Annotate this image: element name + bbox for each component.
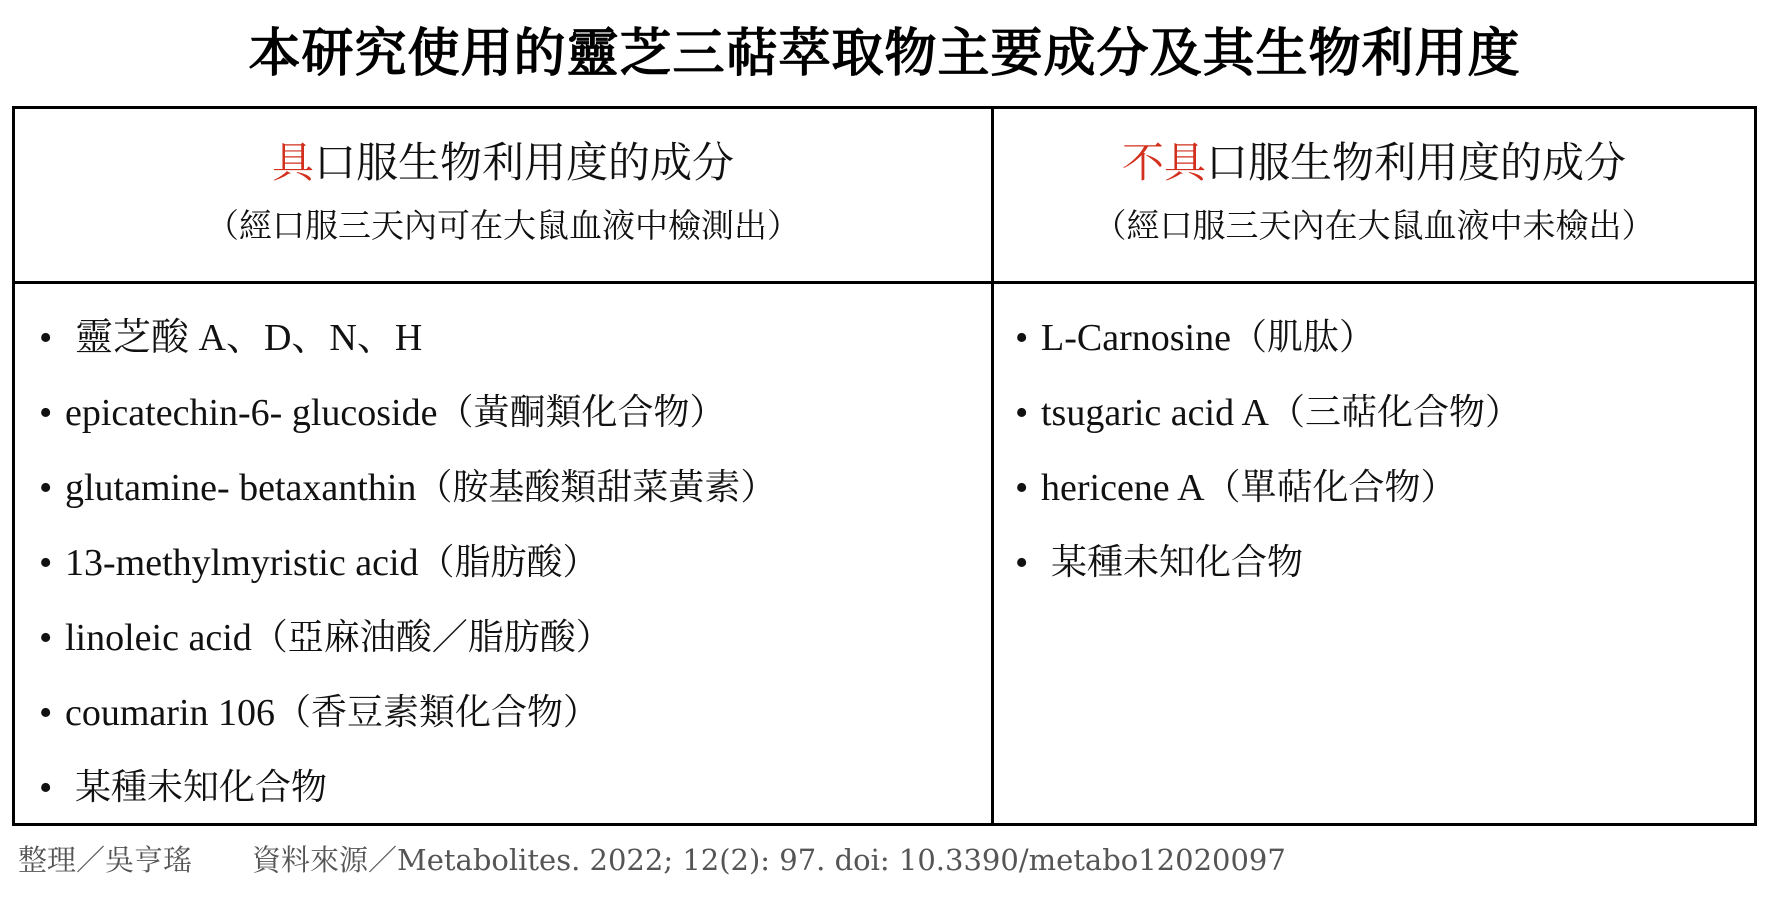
compound-name: 某種未知化合物 xyxy=(1051,542,1304,583)
non-bioavailable-header-note: （經口服三天內在大鼠血液中未檢出） xyxy=(1093,206,1655,245)
bullet-icon: • xyxy=(39,692,53,734)
compound-name: L-Carnosine xyxy=(1041,317,1231,359)
list-item xyxy=(39,614,979,689)
bullet-icon: • xyxy=(1015,467,1029,509)
compound-note: （胺基酸類甜菜黃素） xyxy=(416,467,777,508)
list-item xyxy=(39,314,979,389)
list-item xyxy=(39,389,979,464)
compound-name: hericene A xyxy=(1041,467,1205,509)
compound-name: tsugaric acid A xyxy=(1041,392,1269,434)
list-item xyxy=(1015,389,1745,464)
non-bioavailable-header-title xyxy=(994,135,1754,191)
compound-name: 靈芝酸 A、D、N、H xyxy=(75,317,423,359)
compound-note: （黃酮類化合物） xyxy=(437,392,726,433)
non-bioavailable-list xyxy=(1015,314,1745,614)
list-item xyxy=(39,464,979,539)
page-title: 本研究使用的靈芝三萜萃取物主要成分及其生物利用度 xyxy=(248,24,1521,84)
compound-note: （三萜化合物） xyxy=(1268,392,1521,433)
editor-credit: 整理／吳亨瑤 xyxy=(18,843,193,877)
bioavailable-header xyxy=(15,109,991,281)
compound-name: 13-methylmyristic acid xyxy=(65,542,419,584)
bullet-icon: • xyxy=(39,767,53,809)
bioavailable-header-title xyxy=(15,135,991,191)
compound-name: epicatechin-6- glucoside xyxy=(65,392,438,434)
list-item xyxy=(1015,464,1745,539)
bullet-icon: • xyxy=(39,392,53,434)
list-item xyxy=(1015,539,1745,614)
bioavailable-highlight: 具 xyxy=(271,138,314,187)
compound-name: coumarin 106 xyxy=(65,692,276,734)
compound-name: 某種未知化合物 xyxy=(75,767,328,808)
list-item xyxy=(1015,314,1745,389)
compound-note: （香豆素類化合物） xyxy=(275,692,600,733)
header-divider xyxy=(15,281,1754,284)
non-bioavailable-header-text: 口服生物利用度的成分 xyxy=(1206,138,1627,187)
bullet-icon: • xyxy=(39,317,53,359)
non-bioavailable-header xyxy=(994,109,1754,281)
list-item xyxy=(39,539,979,614)
compound-name: linoleic acid xyxy=(65,617,252,659)
source-citation: 資料來源／Metabolites. 2022; 12(2): 97. doi: 10.3390/metabo12020097 xyxy=(252,843,1286,877)
bioavailable-header-text: 口服生物利用度的成分 xyxy=(314,138,735,187)
bullet-icon: • xyxy=(39,542,53,584)
compound-name: glutamine- betaxanthin xyxy=(65,467,417,509)
footer xyxy=(18,840,1286,880)
compound-note: （脂肪酸） xyxy=(418,542,599,583)
compound-note: （肌肽） xyxy=(1230,317,1375,358)
bullet-icon: • xyxy=(1015,317,1029,359)
non-bioavailable-highlight: 不具 xyxy=(1121,138,1206,187)
bullet-icon: • xyxy=(1015,392,1029,434)
list-item xyxy=(39,764,979,839)
list-item xyxy=(39,689,979,764)
bioavailable-list xyxy=(39,314,979,839)
bioavailable-header-note: （經口服三天內可在大鼠血液中檢測出） xyxy=(206,206,800,245)
components-table xyxy=(12,106,1757,826)
bullet-icon: • xyxy=(39,617,53,659)
bullet-icon: • xyxy=(1015,542,1029,584)
bullet-icon: • xyxy=(39,467,53,509)
compound-note: （單萜化合物） xyxy=(1204,467,1457,508)
compound-note: （亞麻油酸／脂肪酸） xyxy=(251,617,612,658)
